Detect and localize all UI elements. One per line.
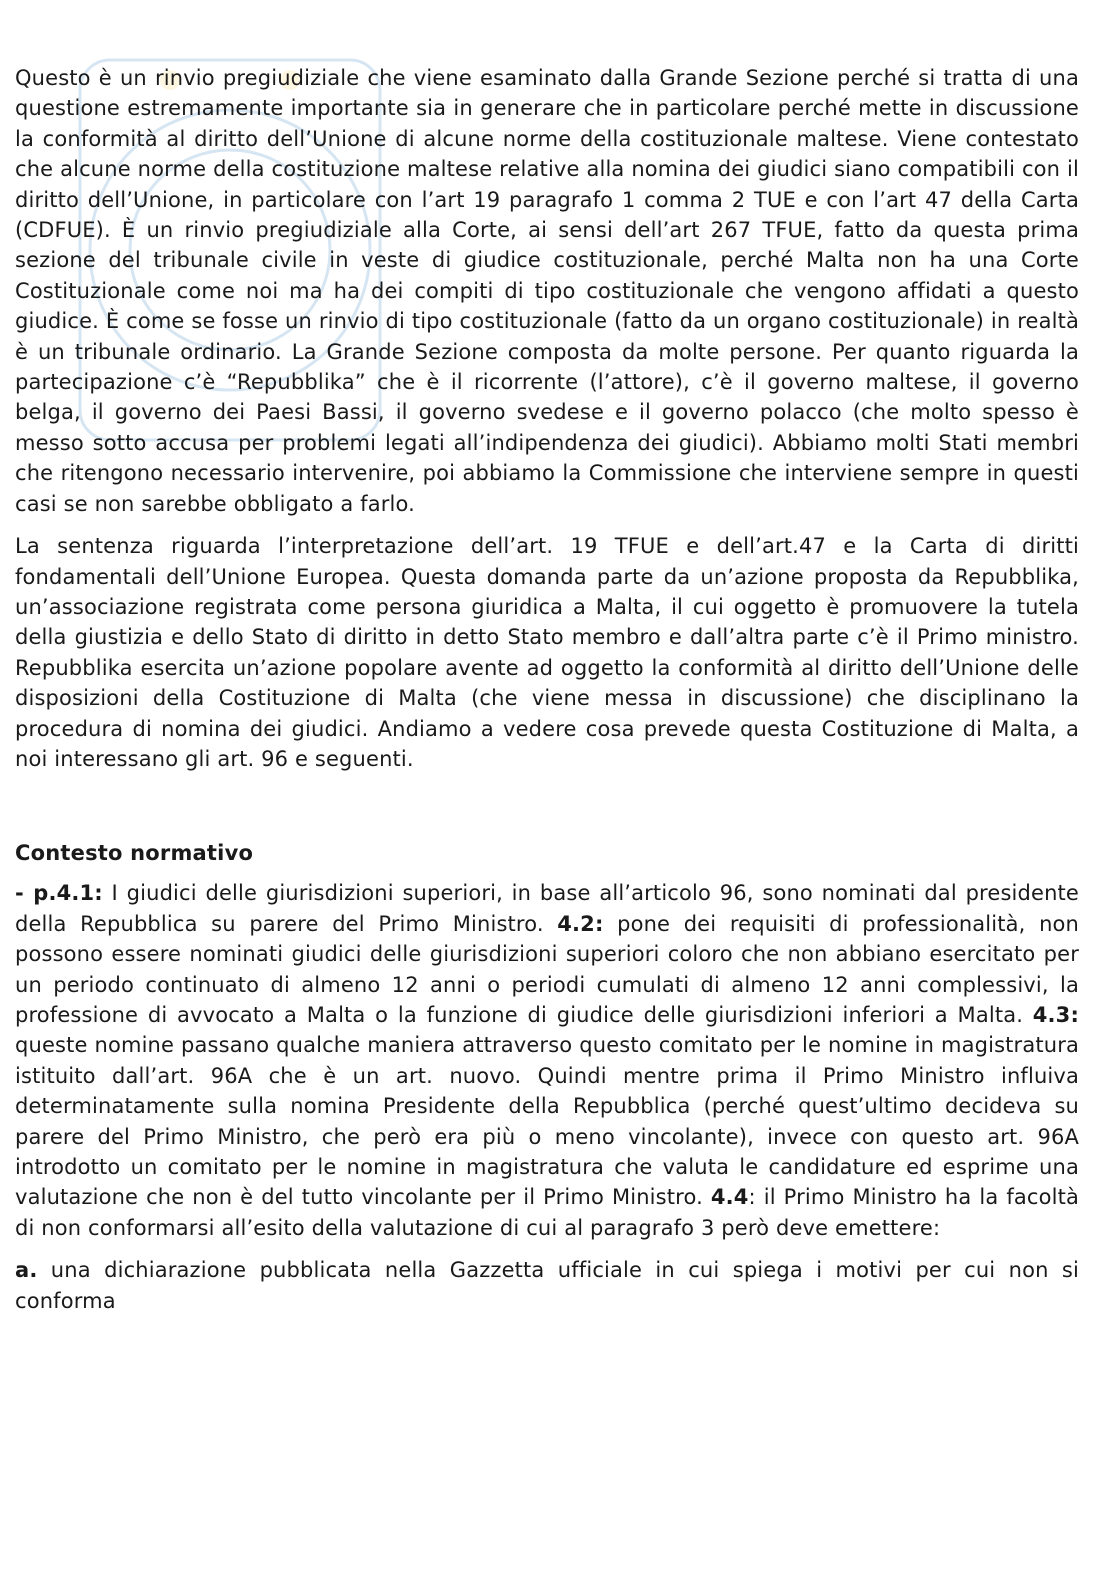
lead-4-1: - p.4.1: [15, 881, 103, 906]
paragraph-sentenza: La sentenza riguarda l’interpretazione dell’art. 19 TFUE e dell’art.47 e la Carta di diritti fondamentali dell’Unione Europea. Questa domanda parte da un’azione proposta da Repubblika, un’associazione registrata come persona giuridica a Malta, il cui oggetto è promuovere la tutela della giustizia e dello Stato di diritto in detto Stato membro e dall’altra parte c’è il Primo ministro. Repubblika esercita un’azione popolare avente ad oggetto la conformità al diritto dell’Unione delle disposizioni della Costituzione di Malta (che viene messa in discussione) che disciplinano la procedura di nomina dei giudici. Andiamo a vedere cosa prevede questa Costituzione di Malta, a noi interessano gli art. 96 e seguenti. [15, 534, 1079, 771]
spacer [15, 774, 1079, 838]
item-a-lead: a. [15, 1258, 38, 1283]
text-4-2: pone dei requisiti di professionalità, non possono essere nominati giudici delle giurisdizioni superiori coloro che non abbiano esercitato per un periodo continuato di almeno 12 anni o periodi cumulati di almeno 12 anni complessivi, la professione di avvocato a Malta o la funzione di giudice delle giurisdizioni inferiori a Malta. [15, 911, 1080, 1027]
document-page [15, 63, 1079, 1316]
spacer [15, 519, 1079, 531]
section-heading: Contesto normativo [15, 841, 254, 866]
spacer [15, 868, 1079, 878]
item-a-text: una dichiarazione pubblicata nella Gazzetta ufficiale in cui spiega i motivi per cui non si conforma [15, 1258, 1079, 1313]
spacer [15, 1243, 1079, 1255]
lead-4-4: 4.4 [710, 1185, 749, 1210]
lead-4-3: 4.3: [1032, 1002, 1079, 1027]
list-item-a [15, 1255, 1079, 1316]
text-4-4: : il Primo Ministro ha la facoltà di non conformarsi all’esito della valutazione di cui al paragrafo 3 però deve emettere: [15, 1185, 1079, 1240]
paragraph-rinvio: Questo è un rinvio pregiudiziale che viene esaminato dalla Grande Sezione perché si tratta di una questione estremamente importante sia in generare che in particolare perché mette in discussione la conformità al diritto dell’Unione di alcune norme della costituzionale maltese. Viene contestato che alcune norme della costituzione maltese relative alla nomina dei giudici siano compatibili con il diritto dell’Unione, in particolare con l’art 19 paragrafo 1 comma 2 TUE e con l’art 47 della Carta (CDFUE). È un rinvio pregiudiziale alla Corte, ai sensi dell’art 267 TFUE, fatto da questa prima sezione del tribunale civile in veste di giudice costituzionale, perché Malta non ha una Corte Costituzionale come noi ma ha dei compiti di tipo costituzionale che vengono affidati a questo giudice. È come se fosse un rinvio di tipo costituzionale (fatto da un organo costituzionale) in realtà è un tribunale ordinario. La Grande Sezione composta da molte persone. Per quanto riguarda la partecipazione c’è “Repubblika” che è il ricorrente (l’attore), c’è il governo maltese, il governo belga, il governo dei Paesi Bassi, il governo svedese e il governo polacco (che molto spesso è messo sotto accusa per problemi legati all’indipendenza dei giudici). Abbiamo molti Stati membri che ritengono necessario intervenire, poi abbiamo la Commissione che interviene sempre in questi casi se non sarebbe obbligato a farlo. [15, 66, 1079, 516]
text-4-3: queste nomine passano qualche maniera attraverso questo comitato per le nomine in magistratura istituito dall’art. 96A che è un art. nuovo. Quindi mentre prima il Primo Ministro influiva determinatamente sulla nomina Presidente della Repubblica (perché quest’ultimo decideva su parere del Primo Ministro, che però era più o meno vincolante), invece con questo art. 96A introdotto un comitato per le nomine in magistratura che valuta le candidature ed esprime una valutazione che non è del tutto vincolante per il Primo Ministro. [15, 1033, 1079, 1210]
paragraph-contesto [15, 878, 1079, 1243]
lead-4-2: 4.2: [557, 911, 604, 936]
text-4-1: I giudici delle giurisdizioni superiori, in base all’articolo 96, sono nominati dal presidente della Repubblica su parere del Primo Ministro. [15, 881, 1079, 936]
